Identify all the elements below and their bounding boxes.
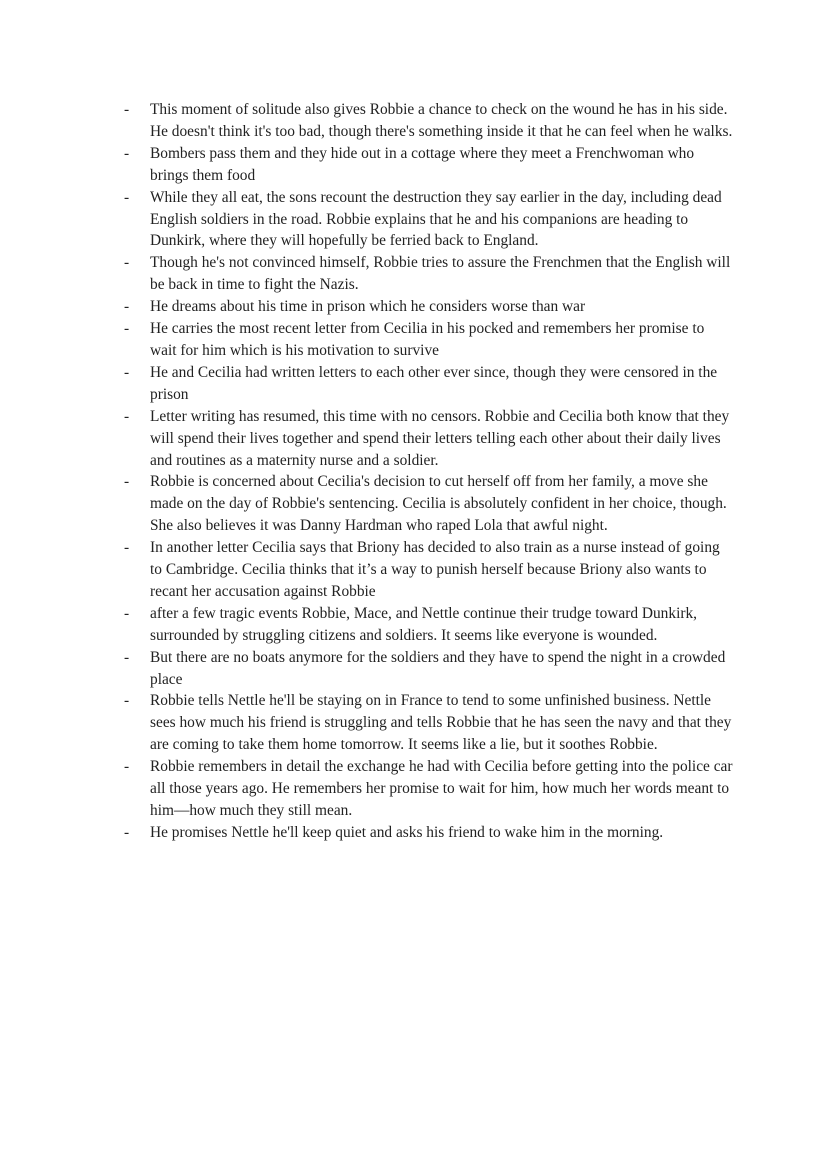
list-item-text: after a few tragic events Robbie, Mace, and Nettle continue their trudge toward Dunkirk, surrounded by struggling citizens and soldiers. It seems like everyone is wounded. [150, 604, 698, 644]
list-item-text: In another letter Cecilia says that Briony has decided to also train as a nurse instead of going to Cambridge. Cecilia thinks that it’s a way to punish herself because Briony also wants to recant her accusation against Robbie [150, 539, 720, 600]
bullet-marker: - [124, 363, 130, 381]
bullet-marker: - [124, 692, 130, 710]
list-item-text: This moment of solitude also gives Robbie a chance to check on the wound he has in his side. He doesn't think it's too bad, though there's something inside it that he can feel when he walks. [150, 101, 733, 140]
bullet-marker: - [124, 823, 130, 841]
list-item [121, 318, 733, 362]
list-item [121, 99, 733, 143]
bullet-marker: - [124, 320, 130, 338]
list-item-text: Bombers pass them and they hide out in a cottage where they meet a Frenchwoman who brings them food [150, 144, 695, 184]
list-item [121, 690, 733, 756]
bullet-marker: - [124, 101, 130, 118]
list-item-text: He carries the most recent letter from Cecilia in his pocked and remembers her promise to wait for him which is his motivation to survive [150, 320, 705, 359]
bullet-marker: - [124, 407, 130, 425]
list-item-text: But there are no boats anymore for the soldiers and they have to spend the night in a crowded place [150, 648, 726, 688]
bullet-marker: - [124, 604, 130, 622]
list-item [121, 822, 733, 844]
list-item-text: While they all eat, the sons recount the destruction they say earlier in the day, including dead English soldiers in the road. Robbie explains that he and his companions are heading to Dunkirk, where they will hopefully be ferried back to England. [150, 188, 722, 250]
list-item [121, 296, 733, 318]
list-item [121, 647, 733, 691]
list-item [121, 252, 733, 296]
bullet-marker: - [124, 298, 130, 316]
list-item-text: Robbie is concerned about Cecilia's decision to cut herself off from her family, a move she made on the day of Robbie's sentencing. Cecilia is absolutely confident in her choice, though. She also believes it was Danny Hardman who raped Lola that awful night. [150, 473, 727, 535]
list-item [121, 362, 733, 406]
bullet-marker: - [124, 188, 130, 206]
list-item-text: He and Cecilia had written letters to each other ever since, though they were censored in the prison [150, 363, 718, 403]
bullet-marker: - [124, 144, 130, 162]
bullet-marker: - [124, 254, 130, 272]
list-item-text: Letter writing has resumed, this time with no censors. Robbie and Cecilia both know that they will spend their lives together and spend their letters telling each other about their daily lives and routines as a maternity nurse and a soldier. [150, 407, 730, 469]
list-item [121, 471, 733, 537]
list-item [121, 406, 733, 472]
list-item-text: Robbie remembers in detail the exchange he had with Cecilia before getting into the police car all those years ago. He remembers her promise to wait for him, how much her words meant to him—how much they still mean. [150, 758, 733, 819]
bullet-marker: - [124, 648, 130, 666]
bullet-marker: - [124, 758, 130, 776]
list-item [121, 756, 733, 822]
list-item-text: Robbie tells Nettle he'll be staying on in France to tend to some unfinished business. Nettle sees how much his friend is struggling and tells Robbie that he has seen the navy and that they are coming to take them home tomorrow. It seems like a lie, but it soothes Robbie. [150, 692, 732, 754]
list-item [121, 143, 733, 187]
list-item [121, 603, 733, 647]
list-item-text: Though he's not convinced himself, Robbie tries to assure the Frenchmen that the English will be back in time to fight the Nazis. [150, 254, 731, 294]
bullet-marker: - [124, 473, 130, 491]
bullet-marker: - [124, 539, 130, 557]
bullet-list [121, 99, 733, 844]
list-item-text: He dreams about his time in prison which he considers worse than war [150, 298, 586, 316]
list-item [121, 537, 733, 603]
list-item-text: He promises Nettle he'll keep quiet and asks his friend to wake him in the morning. [150, 823, 664, 841]
list-item [121, 187, 733, 253]
